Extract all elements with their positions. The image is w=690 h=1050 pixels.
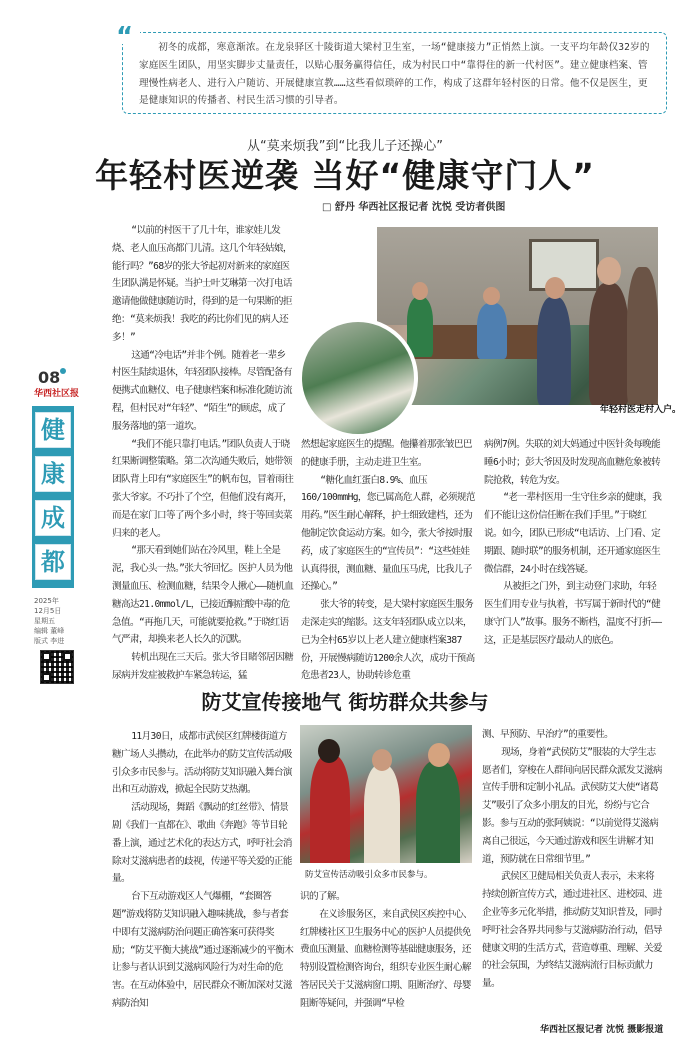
- issue-layout: 版式 李进: [34, 637, 65, 645]
- column-title-box: [32, 406, 74, 588]
- intro-text: 初冬的成都，寒意渐浓。在龙泉驿区十陵街道大梁村卫生室，一场“健康接力”正悄然上演。一支平均年龄仅32岁的家庭医生团队，用坚实脚步丈量责任，以贴心服务赢得信任，成为村民口中“靠得住的新一代村医”。建立健康档案、管理慢性病老人、进行入户随访、开展健康宣教……这些看似琐碎的工作，构成了这群年轻村医的日常。他不仅是医生，更是健康知识的传播者、村民生活习惯的引导者。: [139, 42, 650, 107]
- village-doctor-photo: [377, 227, 658, 405]
- issue-editor: 编辑 董峰: [34, 627, 65, 635]
- article1-column-3: [484, 436, 662, 650]
- article2-column-3: [482, 726, 662, 993]
- paragraph: “老一辈村医用一生守住乡亲的健康，我们不能让这份信任断在我们手里。”于晓红说。如今，团队已形成“电话访、上门看、定期跟、随时联”的服务机制，还开通家庭医生微信群，24小时在线答疑。: [484, 492, 662, 575]
- paragraph: 11月30日，成都市武侯区红牌楼街道方糖广场人头攒动，在此举办的防艾宣传活动吸引众多市民参与。活动将防艾知识融入舞台演出和互动游戏，掀起全民防艾热潮。: [112, 731, 292, 796]
- intro-box: [122, 32, 667, 114]
- article1-column-2: [301, 436, 478, 685]
- paragraph: “糖化血红蛋白8.9%、血压160/100mmHg，您已属高危人群，必须规范用药。”医生耐心解释，护士细致建档，还为他制定饮食运动方案。如今，张大爷按时服药，成了家庭医生的“宣传员”：“这些娃娃认真得很，测血糖、量血压马虎，比我儿子还操心。”: [301, 474, 475, 593]
- column-title-char: 康: [35, 456, 71, 492]
- article2-headline: 防艾宣传接地气 街坊群众共参与: [201, 690, 489, 714]
- qr-code-icon[interactable]: [40, 650, 74, 684]
- article-headline: 年轻村医逆袭 当好“健康守门人”: [95, 156, 595, 195]
- paragraph: 病例7例。失联的刘大妈通过中医针灸每晚能睡6小时；彭大爷因及时发现高血糖危象被转院抢救，转危为安。: [484, 439, 661, 486]
- issue-year: 2025年: [34, 597, 59, 605]
- paragraph: 台下互动游戏区人气爆棚，“套圈答题”游戏将防艾知识融入趣味挑战，参与者套中即有艾滋病防治问题正确答案可获得奖励；“防艾平衡大挑战”通过逐渐减少的平衡木让参与者认识到艾滋病风险行为对生命的危害。在互动体验中，居民群众不断加深对艾滋病防治知: [112, 891, 294, 1009]
- paragraph: 张大爷的转变，是大梁村家庭医生服务走深走实的缩影。这支年轻团队成立以来，已为全村65岁以上老人建立健康档案387份，开展慢病随访1200余人次，成功干预高危患者23人，协助转诊危重: [301, 599, 475, 682]
- article2-credit: 华西社区报记者 沈悦 摄影报道: [540, 1025, 664, 1035]
- page-number: 08: [38, 368, 61, 387]
- issue-date: 12月5日: [34, 607, 62, 615]
- paragraph: 从被拒之门外，到主动登门求助，年轻医生们用专业与执着，书写属于新时代的“健康守门人”故事。服务不断档，温度不打折——这，正是基层医疗最动人的底色。: [484, 581, 662, 646]
- paragraph: 然想起家庭医生的提醒。他攥着那张皱巴巴的健康手册，主动走进卫生室。: [301, 439, 472, 468]
- paragraph: 武侯区卫健局相关负责人表示，未来将持续创新宣传方式，通过进社区、进校园、进企业等多元化举措，推动防艾知识普及，同时呼吁社会各界共同参与艾滋病防治行动，倡导健康文明的生活方式，营造尊重、理解、关爱的社会氛围，为终结艾滋病流行目标贡献力量。: [482, 871, 662, 990]
- paper-name: 华西社区报: [34, 389, 80, 399]
- paragraph: 在义诊服务区，来自武侯区疾控中心、红牌楼社区卫生服务中心的医护人员提供免费血压测量、血糖检测等基础健康服务，还特别设置检测咨询台，组织专业医生耐心解答居民关于艾滋病窗口期、阻断治疗、母婴阻断等疑问，并强调“早检: [300, 908, 473, 1009]
- paragraph: 这通“冷电话”并非个例。随着老一辈乡村医生陆续退休，年轻团队接棒。尽管配备有便携式血糖仪、电子健康档案和标准化随访流程，但村民对“年轻”、“陌生”的顾虑，成了服务落地的第一道坎。: [112, 349, 292, 432]
- photo-caption: 防艾宣传活动吸引众多市民参与。: [305, 870, 433, 880]
- column-title-char: 都: [35, 544, 71, 580]
- article-byline: □ 舒丹 华西社区报记者 沈悦 受访者供图: [322, 202, 506, 213]
- paragraph: “以前的村医干了几十年，谁家娃儿发烧、老人血压高都门儿清。这几个年轻姑娘，能行吗？”68岁的张大爷起初对新来的家庭医生团队满是怀疑。当护士叶艾琳第一次打电话邀请他做健康随访时，得到的是一句果断的拒绝：“莫来烦我！我吃的药比你们见的病人还多！”: [112, 225, 292, 343]
- article2-column-1: [112, 728, 294, 1013]
- photo-caption: 年轻村医走村入户。: [600, 405, 682, 415]
- aids-campaign-photo: [300, 725, 472, 863]
- paragraph: “那天看到她们站在冷风里，鞋上全是泥，我心头一热。”张大爷回忆。医护人员为他测量血压、检测血糖，结果令人揪心——随机血糖高达21.0mmol/L，已接近酮症酸中毒的危急值。“再拖几天，可能就要抢救。”于晓红语气严肃，却换来老人长久的沉默。: [112, 545, 294, 646]
- doctor-visit-inset-photo: [298, 318, 418, 438]
- quote-mark-icon: “: [116, 26, 140, 44]
- article-kicker: 从“莫来烦我”到“比我儿子还操心”: [247, 139, 443, 154]
- issue-weekday: 星期五: [34, 617, 55, 625]
- article1-column-1: [112, 222, 294, 685]
- paragraph: 活动现场，舞蹈《飘动的红丝带》、情景剧《我们一直都在》、歌曲《奔跑》等节目轮番上演，通过艺术化的表达方式，呼吁社会消除对艾滋病患者的歧视，传递平等关爱的正能量。: [112, 802, 292, 885]
- page-number-dot: [60, 368, 66, 374]
- issue-info: [34, 596, 78, 646]
- column-title-char: 健: [35, 412, 71, 448]
- paragraph: 转机出现在三天后。张大爷目睹邻居因糖尿病并发症被救护车紧急转运，猛: [112, 652, 294, 681]
- paragraph: “我们不能只靠打电话。”团队负责人于晓红果断调整策略。第二次沟通失败后，她带领团队背上印有“家庭医生”的帆布包，冒着雨往张大爷家。不巧扑了个空，但他们没有离开，而是在家门口等了两个多小时，终于等回卖菜归来的老人。: [112, 438, 294, 539]
- paragraph: 识的了解。: [300, 891, 345, 902]
- paragraph: 测、早预防、早治疗”的重要性。: [482, 729, 614, 740]
- paragraph: 现场，身着“武侯防艾”服装的大学生志愿者们，穿梭在人群间向居民群众派发艾滋病宣传手册和定制小礼品。武侯防艾大使“诸葛艾”吸引了众多小朋友的目光，纷纷与它合影。参与互动的张阿姨说：“以前觉得艾滋病离自己很远，今天通过游戏和医生讲解才知道，预防就在日常细节里。”: [482, 746, 662, 865]
- column-title-char: 成: [35, 500, 71, 536]
- article2-column-2: [300, 888, 474, 1013]
